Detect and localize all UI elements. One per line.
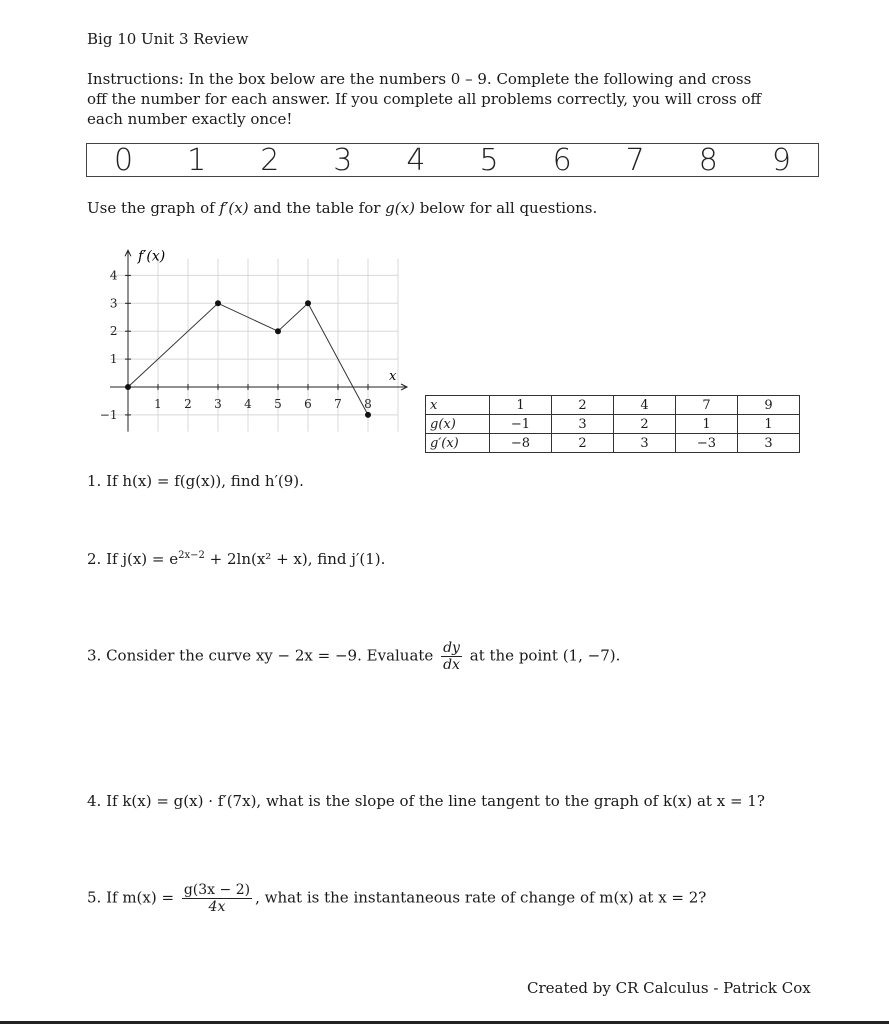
data-point: [275, 328, 281, 334]
use-middle: and the table for: [248, 199, 386, 217]
data-point: [125, 384, 131, 390]
table-row: [426, 434, 800, 453]
table-cell: 2: [552, 434, 614, 453]
x-tick-label: 8: [364, 396, 372, 411]
fprime-graph: [99, 240, 415, 440]
answer-number[interactable]: 6: [552, 142, 572, 178]
table-cell: 3: [552, 415, 614, 434]
answer-number-box: [86, 143, 819, 177]
frac-numerator: dy: [443, 640, 460, 656]
g-table: [425, 395, 800, 453]
x-tick-label: 3: [214, 396, 222, 411]
question-3: [87, 640, 620, 673]
table-cell: 1: [738, 415, 800, 434]
question-1: 1. If h(x) = f(g(x)), find h′(9).: [87, 472, 304, 490]
use-g: g(x): [385, 199, 415, 217]
answer-number[interactable]: 4: [406, 142, 426, 178]
q2-exponent: 2x−2: [178, 550, 205, 561]
use-prefix: Use the graph of: [87, 199, 220, 217]
answer-number[interactable]: 3: [333, 142, 353, 178]
q5-fraction: [182, 882, 252, 915]
graph-x-label: x: [389, 369, 397, 385]
table-cell: 1: [676, 415, 738, 434]
x-tick-label: 4: [244, 396, 252, 411]
x-tick-label: 7: [334, 396, 342, 411]
y-tick-label: −1: [99, 407, 118, 422]
q3-prefix: 3. Consider the curve xy − 2x = −9. Evaluate: [87, 646, 434, 665]
table-cell: 9: [738, 396, 800, 415]
frac-denominator: dx: [443, 657, 460, 673]
dy-dx-fraction: [441, 640, 462, 673]
table-cell: 4: [614, 396, 676, 415]
table-cell: −3: [676, 434, 738, 453]
graph-table-instruction: [87, 199, 597, 217]
q3-suffix: at the point (1, −7).: [469, 646, 621, 665]
y-tick-label: 1: [109, 352, 118, 367]
question-5: [87, 882, 706, 915]
q2-prefix: 2. If j(x) = e: [87, 550, 179, 568]
y-tick-label: 4: [109, 268, 118, 283]
data-point: [215, 300, 221, 306]
question-4: 4. If k(x) = g(x) · f′(7x), what is the slope of the line tangent to the graph of k(x) at x = 1?: [87, 792, 765, 810]
table-cell: 7: [676, 396, 738, 415]
use-fprime: f′(x): [219, 199, 249, 217]
frac-denominator: 4x: [208, 899, 226, 915]
answer-number[interactable]: 7: [625, 142, 645, 178]
table-cell: 3: [738, 434, 800, 453]
answer-number[interactable]: 1: [187, 142, 207, 178]
question-2: [87, 550, 385, 568]
table-cell: −8: [490, 434, 552, 453]
table-row: [426, 415, 800, 434]
use-suffix: below for all questions.: [414, 199, 598, 217]
answer-number[interactable]: 5: [479, 142, 499, 178]
table-cell: 2: [552, 396, 614, 415]
answer-number[interactable]: 9: [771, 142, 791, 178]
frac-numerator: g(3x − 2): [183, 882, 251, 898]
q5-prefix: 5. If m(x) =: [87, 888, 175, 907]
table-cell: 3: [614, 434, 676, 453]
x-tick-label: 5: [274, 396, 282, 411]
x-tick-label: 2: [184, 396, 192, 411]
table-header-gprime: g′(x): [426, 434, 490, 453]
answer-number[interactable]: 2: [260, 142, 280, 178]
table-header-x: x: [426, 396, 490, 415]
graph-y-label: f′(x): [138, 248, 166, 265]
answer-number[interactable]: 0: [114, 142, 134, 178]
table-row: [426, 396, 800, 415]
x-tick-label: 6: [304, 396, 312, 411]
table-cell: 2: [614, 415, 676, 434]
q5-suffix: , what is the instantaneous rate of change of m(x) at x = 2?: [255, 888, 707, 907]
table-header-g: g(x): [426, 415, 490, 434]
page-title: Big 10 Unit 3 Review: [87, 30, 249, 48]
data-point: [305, 300, 311, 306]
answer-number[interactable]: 8: [698, 142, 718, 178]
x-tick-label: 1: [154, 396, 162, 411]
instructions-text: Instructions: In the box below are the numbers 0 – 9. Complete the following and cross off the number for each answer. If you complete all problems correctly, you will cross off each number exactly once!: [87, 70, 762, 128]
table-cell: 1: [490, 396, 552, 415]
y-tick-label: 3: [109, 296, 118, 311]
table-cell: −1: [490, 415, 552, 434]
credit-footer: Created by CR Calculus - Patrick Cox: [527, 979, 811, 997]
y-tick-label: 2: [109, 324, 118, 339]
data-point: [365, 412, 371, 418]
q2-suffix: + 2ln(x² + x), find j′(1).: [204, 550, 386, 568]
